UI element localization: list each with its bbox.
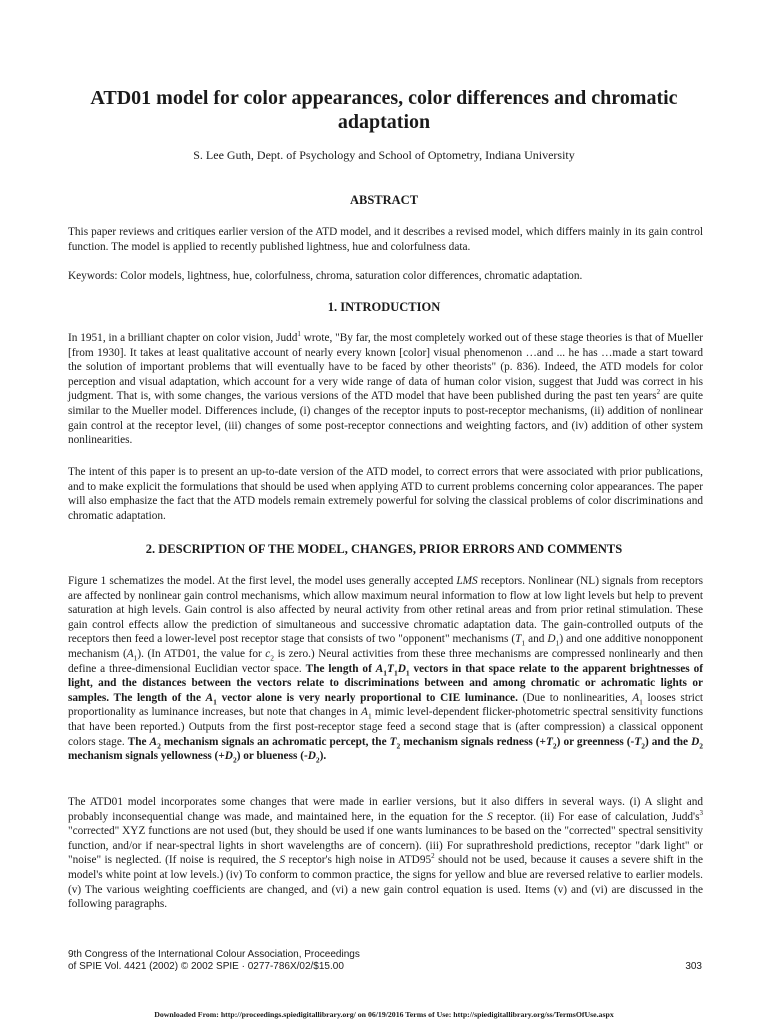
citation-ref-2: 2 (656, 388, 661, 397)
author-line: S. Lee Guth, Dept. of Psychology and School of Optometry, Indiana University (193, 148, 575, 162)
intro-paragraph-2: The intent of this paper is to present an up-to-date version of the ATD model, to correct errors that were associated with prior publications, and to make explicit the formulations that should be used when applying ATD to current problems concerning color appearances. The paper will also emphasize the fact that the ATD models remain extremely powerful for solving the classical problems of color discriminations and chromatic adaptation. (68, 466, 703, 522)
proceedings-footer (68, 949, 568, 974)
footer-line-2: of SPIE Vol. 4421 (2002) © 2002 SPIE · 0277-786X/02/$15.00 (68, 961, 344, 973)
download-notice: Downloaded From: http://proceedings.spiedigitallibrary.org/ on 06/19/2016 Terms of Use: http://spiedigitallibrary.org/ss/TermsOfUse.aspx (154, 1010, 614, 1019)
model-description-heading: 2. DESCRIPTION OF THE MODEL, CHANGES, PRIOR ERRORS AND COMMENTS (145, 542, 623, 556)
abstract-heading: ABSTRACT (349, 193, 419, 207)
citation-ref-2b: 2 (431, 852, 435, 861)
paper-title: ATD01 model for color appearances, color differences and chromatic adaptation (90, 87, 678, 133)
abstract-text: This paper reviews and critiques earlier version of the ATD model, and it describes a revised model, which differs mainly in its gain control function. The model is applied to recently published lightness, hue and colorfulness data. (68, 226, 703, 253)
citation-ref-1: 1 (297, 330, 301, 339)
keywords-line: Keywords: Color models, lightness, hue, colorfulness, chroma, saturation color differences, chromatic adaptation. (68, 270, 583, 282)
model-description-paragraph: Figure 1 schematizes the model. At the first level, the model uses generally accepted LMS receptors. Nonlinear (NL) signals from receptors are affected by nonlinear gain control mechanisms, which allow maximum neural information to flow at low light levels but help to prevent saturation at high levels. Gain control is also affected by neural activity from other retinal areas and from prior retinal stimulation. These gain control effects allow the prediction of simultaneous and successive chromatic adaptation data. The gain-controlled outputs of the receptors then feed a lower-level post receptor stage that consists of two "opponent" mechanisms ($T_1$ and $D_1$) and one additive nonopponent mechanism $(A_1)$. (In ATD01, the value for $c_2$ is zero.) Neural activities from these three mechanisms are compressed nonlinearly and then define a three-dimensional Euclidian vector space. The length of $A_1T_1D_1$ vectors in that space relate to the apparent brightnesses of light, and the distances between the vectors relate to discriminations between and among chromatic or achromatic lights or samples. The length of the $A_1$ vector alone is very nearly proportional to CIE luminance. (Due to nonlinearities, $A_1$ looses strict proportionality as luminance increases, but note that changes in $A_1$ mimic level-dependent flicker-photometric spectral sensitivity functions that have been reported.) Outputs from the first post-receptor stage feed a second stage that is (after compression) a classical opponent colors stage. The $A_2$ mechanism signals an achromatic percept, the $T_2$ mechanism signals redness $(+T_2)$ or greenness $(-T_2)$ and the $D_2$ mechanism signals yellowness $(+D_2)$ or blueness $(-D_2)$. (68, 575, 704, 765)
citation-ref-3: 3 (699, 808, 703, 817)
page-number: 303 (685, 961, 702, 972)
footer-line-1: 9th Congress of the International Colour Association, Proceedings (68, 949, 360, 960)
model-changes-paragraph: The ATD01 model incorporates some changes that were made in earlier versions, but it also differs in several ways. (i) A slight and probably inconsequential change was made, and maintained here, in the equation for the S receptor. (ii) For ease of calculation, $Judd's^3$ "corrected" XYZ functions are not used (but, they should be used if one wants luminances to be based on the "corrected" spectral sensitivity function, and/or if near-spectral lights in short wavelengths are of concern). (iii) For suprathreshold predictions, receptor "dark light" or "noise" is neglected. (If noise is required, the S receptor's high noise in $ATD95^2$ should not be used, because it causes a severe shift in the model's white point at low levels.) (iv) To conform to common practice, the signs for yellow and blue are reversed relative to earlier models. (v) The various weighting coefficients are changed, and (vi) a new gain control equation is used. Items (v) and (vi) are discussed in the following paragraphs. (68, 796, 703, 911)
intro-heading: 1. INTRODUCTION (327, 300, 441, 314)
intro-paragraph-1: In 1951, in a brilliant chapter on color vision, Judd$^1$ wrote, "By far, the most completely worked out of these stage theories is that of Mueller [from 1930]. It takes at least qualitative account of nearly every known [color] visual phenomenon …and ... he has …made a start toward the solution of important problems that will eventually have to be faced by other theorists" (p. 836). Indeed, the ATD models for color perception and visual adaptation, which account for a very wide range of data of human color vision, suggest that Judd was correct in his judgment. That is, with some changes, the various versions of the ATD model that have been published during the past ten years$^2$ are quite similar to the Mueller model. Differences include, (i) changes of the receptor inputs to post-receptor mechanisms, (ii) addition of nonlinear gain control at the receptor level, (iii) changes of some post-receptor connections and weighting factors, and (iv) addition of other system nonlinearities. (68, 330, 704, 447)
